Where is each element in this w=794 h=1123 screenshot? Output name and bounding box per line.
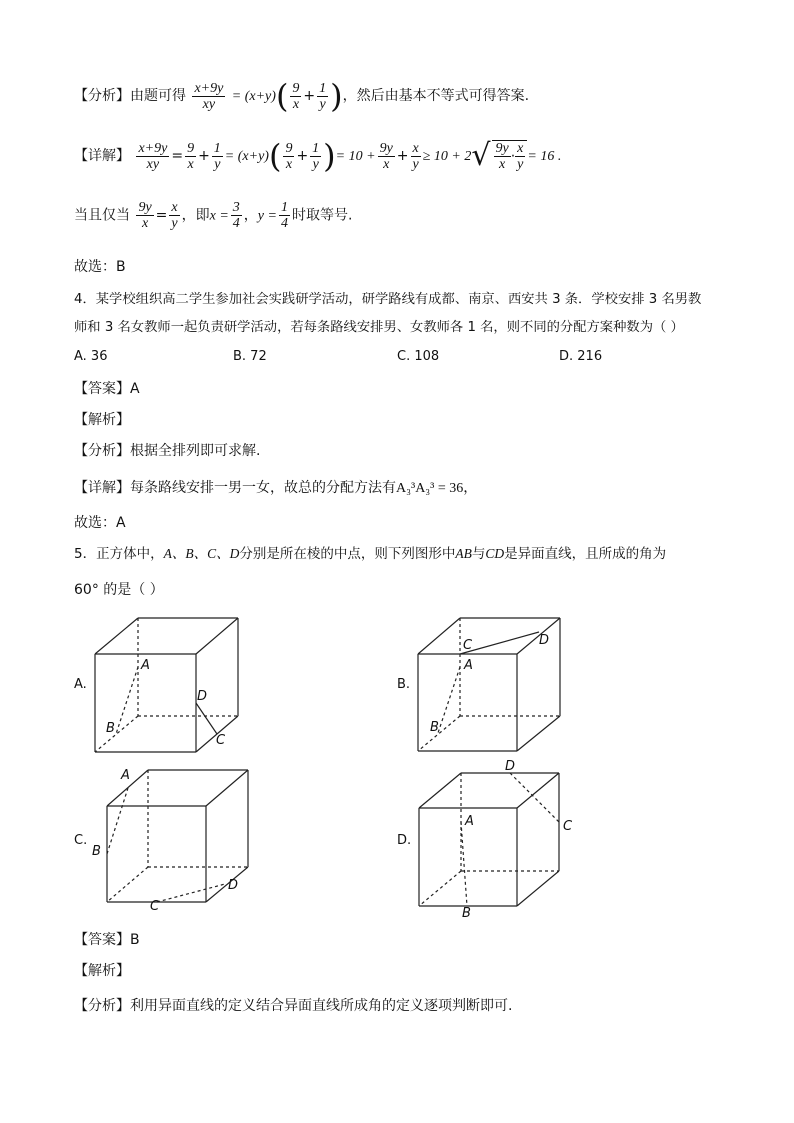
point-d: D xyxy=(539,633,550,648)
point-c: C xyxy=(216,733,226,748)
q4-option-a: A. 36 xyxy=(74,349,108,364)
point-b: B xyxy=(92,844,101,859)
point-c: C xyxy=(563,819,573,834)
point-c: C xyxy=(463,638,473,653)
point-a: A xyxy=(141,658,150,673)
point-a: A xyxy=(121,768,130,783)
point-b: B xyxy=(462,906,471,921)
point-d: D xyxy=(505,759,516,774)
figure-label-a: A. xyxy=(74,677,87,692)
point-d: D xyxy=(197,689,208,704)
detail-tag: 【详解】 xyxy=(74,148,130,164)
q4-answer: 【答案】A xyxy=(74,381,140,397)
q3-detail-line: 【详解】 $\frac{x+9y}{xy}$ = $\frac{9}{x}$ + $\frac{1}{y}$ = (x+y)( $\frac{9}{x}$ + $\frac{1}{y}$ )= 10 + $\frac{9y}{x}$ + $\frac{x}{y}$ ≥ 10 + 2√ $\frac{9y}{x}$ · $\frac{x}{y}$ = 16 . xyxy=(74,137,562,175)
figure-label-d: D. xyxy=(397,833,412,848)
figure-label-b: B. xyxy=(397,677,411,692)
analysis-text: 由题可得 xyxy=(130,88,186,104)
permutation-formula: A₃³A₃³ = 36 xyxy=(396,481,464,496)
point-b: B xyxy=(106,721,115,736)
q3-choose: 故选：B xyxy=(74,259,126,275)
q5-answer: 【答案】B xyxy=(74,932,140,948)
q4-stem-line1: 4．某学校组织高二学生参加社会实践研学活动，研学路线有成都、南京、西安共 3 条．学校安排 3 名男教 xyxy=(74,292,702,307)
q5-stem-line2: 60° 的是（ ） xyxy=(74,582,164,598)
fraction: $\frac{x+9y}{xy}$ xyxy=(194,80,224,112)
point-c: C xyxy=(150,899,160,914)
q4-option-b: B. 72 xyxy=(233,349,267,364)
q4-option-d: D. 216 xyxy=(559,349,603,364)
q4-choose: 故选：A xyxy=(74,515,126,531)
q4-solution: 【解析】 xyxy=(74,412,130,428)
q4-stem-line2: 师和 3 名女教师一起负责研学活动，若每条路线安排男、女教师各 1 名，则不同的分配方案种数为（ ） xyxy=(74,320,684,335)
analysis-text-2: ，然后由基本不等式可得答案. xyxy=(342,88,530,104)
q5-analysis: 【分析】利用异面直线的定义结合异面直线所成角的定义逐项判断即可. xyxy=(74,998,513,1014)
analysis-tag: 【分析】 xyxy=(74,88,130,104)
q3-equality-line: 当且仅当 $\frac{9y}{x}$ = $\frac{x}{y}$ ，即x = $\frac{3}{4}$ ，y = $\frac{1}{4}$ 时取等号. xyxy=(74,200,353,231)
q3-analysis-line: 【分析】由题可得 $\frac{x+9y}{xy}$ = (x+y)( $\frac{9}{x}$ + $\frac{1}{y}$ )，然后由基本不等式可得答案. xyxy=(74,77,530,115)
point-b: B xyxy=(430,720,439,735)
point-d: D xyxy=(228,878,239,893)
q4-detail: 【详解】每条路线安排一男一女，故总的分配方法有A₃³A₃³ = 36， xyxy=(74,480,478,496)
q5-solution: 【解析】 xyxy=(74,963,130,979)
figure-label-c: C. xyxy=(74,833,88,848)
point-a: A xyxy=(464,658,473,673)
q4-option-c: C. 108 xyxy=(397,349,440,364)
q5-stem-line1: 5．正方体中，A、B、C、D分别是所在棱的中点，则下列图形中AB与CD是异面直线，且所成的角为 xyxy=(74,546,667,562)
point-a: A xyxy=(465,814,474,829)
q4-analysis: 【分析】根据全排列即可求解. xyxy=(74,443,261,459)
